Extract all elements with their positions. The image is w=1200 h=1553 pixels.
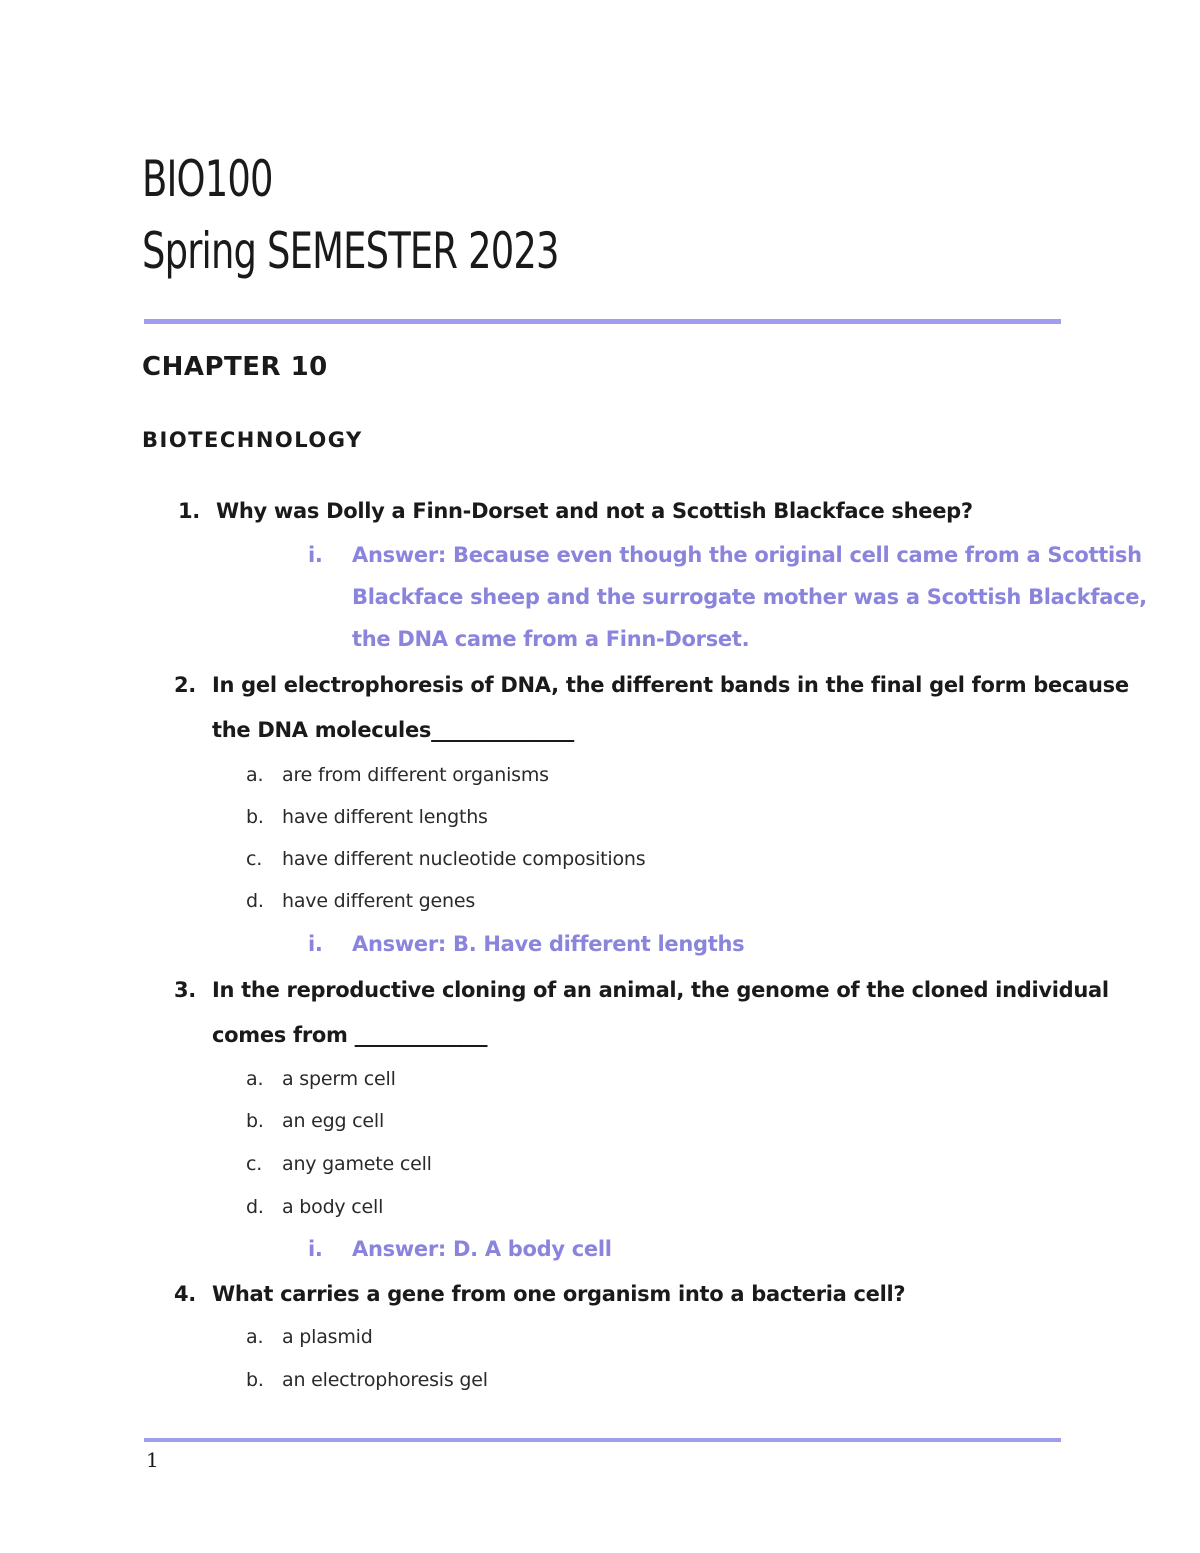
- header-divider: [144, 319, 1061, 324]
- option-text: have different nucleotide compositions: [282, 848, 646, 870]
- option-text: a body cell: [282, 1196, 384, 1218]
- answer-1-line-2: [352, 576, 1147, 618]
- option-3b: [246, 1100, 385, 1142]
- option-letter: c.: [246, 1153, 263, 1175]
- chapter-heading: CHAPTER 10: [142, 352, 328, 382]
- question-number: 3.: [174, 978, 196, 1002]
- option-letter: b.: [246, 1110, 264, 1132]
- answer-text-line: Blackface sheep and the surrogate mother was a Scottish Blackface,: [352, 585, 1147, 609]
- question-2-line-2: [212, 708, 574, 752]
- question-3-line-2: [212, 1013, 487, 1057]
- option-letter: c.: [246, 848, 263, 870]
- answer-1-line-3: [352, 618, 749, 660]
- option-2b: [246, 796, 488, 838]
- option-text: have different lengths: [282, 806, 488, 828]
- question-text-line: the DNA molecules______________: [212, 718, 574, 742]
- option-letter: b.: [246, 806, 264, 828]
- question-1: [178, 489, 973, 533]
- answer-number: i.: [308, 543, 323, 567]
- option-letter: d.: [246, 890, 264, 912]
- question-3: [174, 968, 1109, 1012]
- question-4: [174, 1272, 906, 1316]
- answer-number: i.: [308, 1237, 323, 1261]
- option-letter: a.: [246, 764, 264, 786]
- answer-3: [308, 1228, 612, 1270]
- option-text: an egg cell: [282, 1110, 385, 1132]
- question-text-line: comes from _____________: [212, 1023, 488, 1047]
- option-4a: [246, 1316, 373, 1358]
- option-text: an electrophoresis gel: [282, 1369, 488, 1391]
- page-number: 1: [146, 1448, 159, 1472]
- answer-1-line-1: [308, 534, 1142, 576]
- answer-number: i.: [308, 932, 323, 956]
- option-letter: a.: [246, 1326, 264, 1348]
- option-text: any gamete cell: [282, 1153, 432, 1175]
- option-text: a plasmid: [282, 1326, 373, 1348]
- option-3d: [246, 1186, 384, 1228]
- option-3a: [246, 1058, 396, 1100]
- question-2: [174, 663, 1129, 707]
- option-text: have different genes: [282, 890, 476, 912]
- question-number: 1.: [178, 499, 200, 523]
- option-text: a sperm cell: [282, 1068, 396, 1090]
- question-text-line: Why was Dolly a Finn-Dorset and not a Scottish Blackface sheep?: [216, 499, 973, 523]
- footer-divider: [144, 1438, 1061, 1442]
- semester-title: Spring SEMESTER 2023: [142, 222, 559, 280]
- question-number: 4.: [174, 1282, 196, 1306]
- question-number: 2.: [174, 673, 196, 697]
- option-2d: [246, 880, 476, 922]
- answer-2: [308, 923, 745, 965]
- option-letter: b.: [246, 1369, 264, 1391]
- option-letter: d.: [246, 1196, 264, 1218]
- section-heading: BIOTECHNOLOGY: [142, 428, 363, 452]
- answer-text-line: Answer: B. Have different lengths: [352, 932, 745, 956]
- option-2c: [246, 838, 646, 880]
- question-text-line: In the reproductive cloning of an animal, the genome of the cloned individual: [212, 978, 1109, 1002]
- option-3c: [246, 1143, 432, 1185]
- answer-text-line: Answer: Because even though the original cell came from a Scottish: [352, 543, 1142, 567]
- question-text-line: What carries a gene from one organism into a bacteria cell?: [212, 1282, 906, 1306]
- answer-text-line: Answer: D. A body cell: [352, 1237, 612, 1261]
- option-2a: [246, 754, 549, 796]
- course-title: BIO100: [142, 150, 273, 208]
- option-text: are from different organisms: [282, 764, 549, 786]
- option-letter: a.: [246, 1068, 264, 1090]
- question-text-line: In gel electrophoresis of DNA, the different bands in the final gel form because: [212, 673, 1129, 697]
- option-4b: [246, 1359, 488, 1401]
- answer-text-line: the DNA came from a Finn-Dorset.: [352, 627, 750, 651]
